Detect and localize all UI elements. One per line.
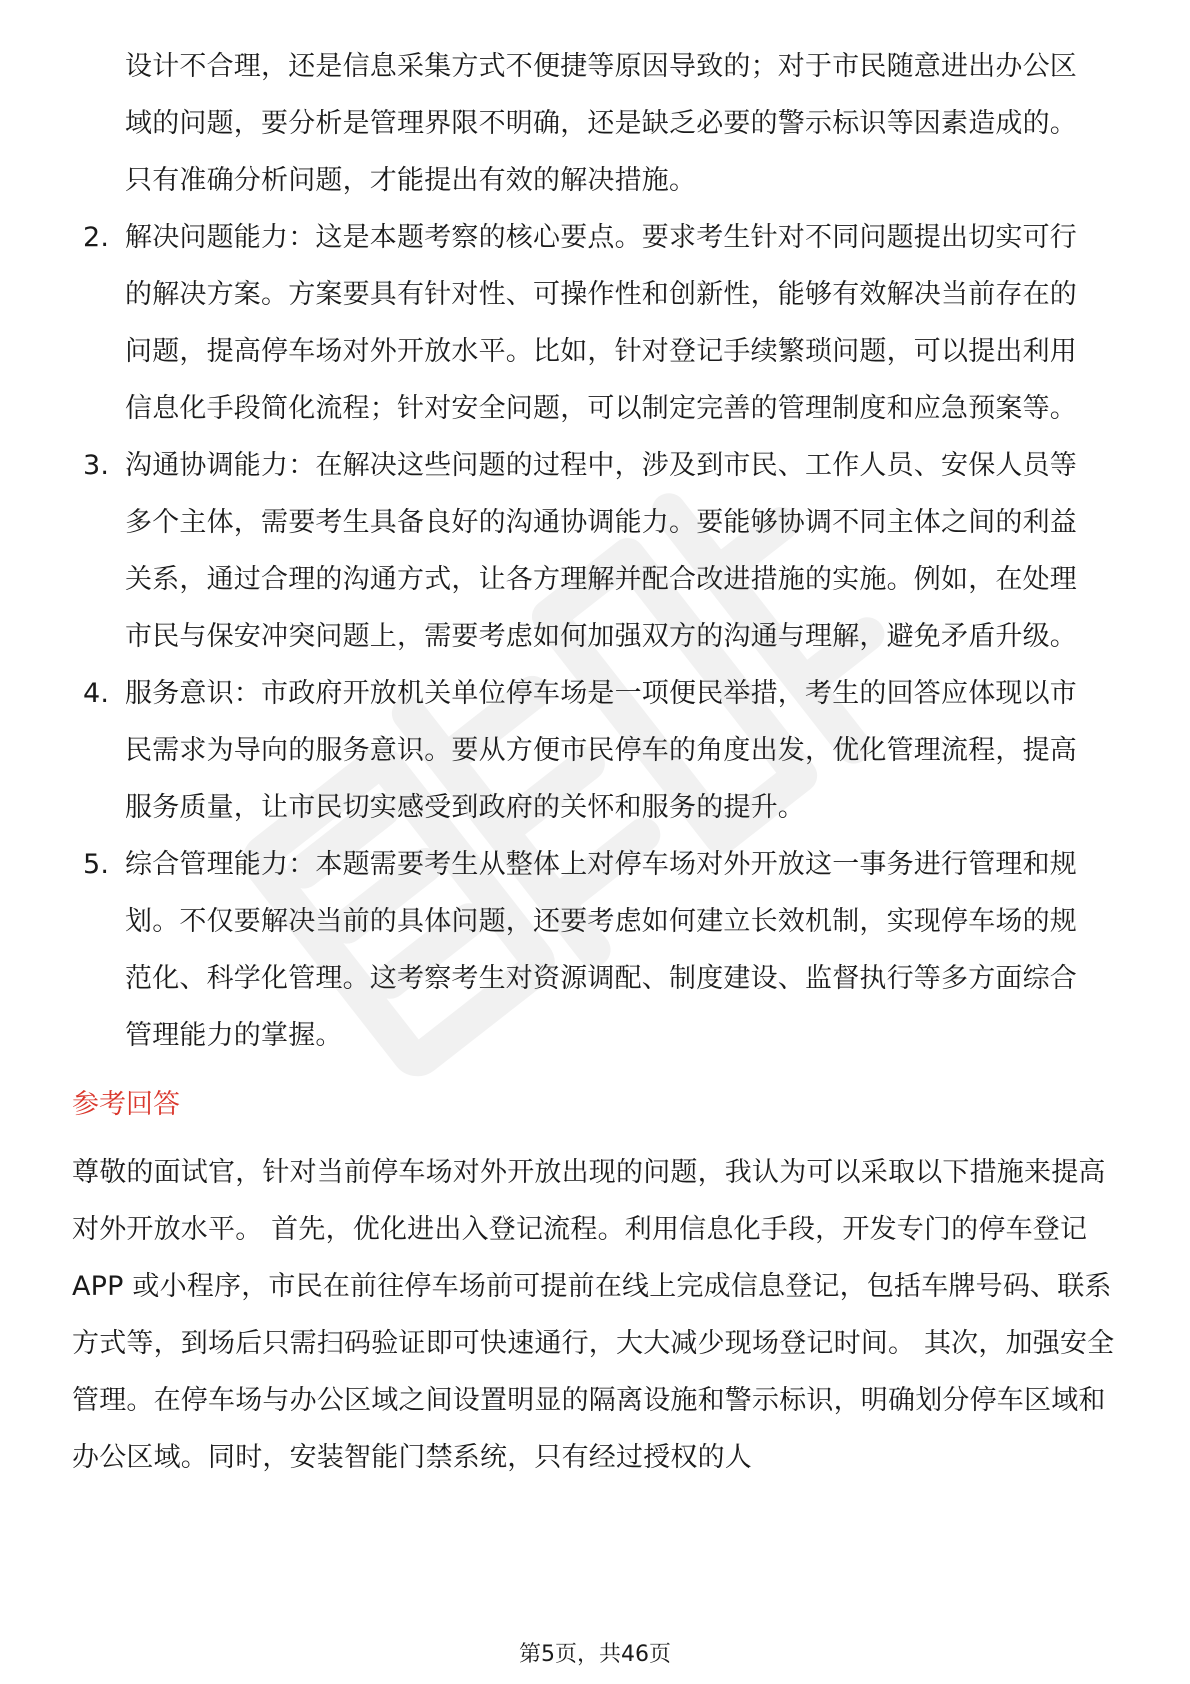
list-item-number: 3. bbox=[83, 450, 110, 481]
intro-continuation-paragraph: 设计不合理，还是信息采集方式不便捷等原因导致的；对于市民随意进出办公区域的问题，要分析是管理界限不明确，还是缺乏必要的警示标识等因素造成的。只有准确分析问题，才能提出有效的解决措施。 bbox=[125, 51, 1077, 196]
page-footer: 第5页，共46页 bbox=[519, 1642, 671, 1667]
document-body bbox=[0, 38, 1190, 1486]
list-item bbox=[0, 836, 1190, 1064]
answer-paragraph: 尊敬的面试官，针对当前停车场对外开放出现的问题，我认为可以采取以下措施来提高对外开放水平。 首先，优化进出入登记流程。利用信息化手段，开发专门的停车登记 APP 或小程序，市民在前往停车场前可提前在线上完成信息登记，包括车牌号码、联系方式等，到场后只需扫码验证即可快速通行，大大减少现场登记时间。 其次，加强安全管理。在停车场与办公区域之间设置明显的隔离设施和警示标识，明确划分停车区域和办公区域。同时，安装智能门禁系统，只有经过授权的人 bbox=[72, 1157, 1115, 1473]
list-item bbox=[0, 665, 1190, 836]
list-item bbox=[0, 209, 1190, 437]
list-item-text: 解决问题能力：这是本题考察的核心要点。要求考生针对不同问题提出切实可行的解决方案。方案要具有针对性、可操作性和创新性，能够有效解决当前存在的问题，提高停车场对外开放水平。比如，针对登记手续繁琐问题，可以提出利用信息化手段简化流程；针对安全问题，可以制定完善的管理制度和应急预案等。 bbox=[125, 222, 1077, 424]
list-item-number: 5. bbox=[83, 849, 110, 880]
numbered-list bbox=[0, 209, 1190, 1064]
list-item bbox=[0, 437, 1190, 665]
list-item-text: 服务意识：市政府开放机关单位停车场是一项便民举措，考生的回答应体现以市民需求为导向的服务意识。要从方便市民停车的角度出发，优化管理流程，提高服务质量，让市民切实感受到政府的关怀和服务的提升。 bbox=[125, 678, 1077, 823]
list-item-text: 沟通协调能力：在解决这些问题的过程中，涉及到市民、工作人员、安保人员等多个主体，需要考生具备良好的沟通协调能力。要能够协调不同主体之间的利益关系，通过合理的沟通方式，让各方理解并配合改进措施的实施。例如，在处理市民与保安冲突问题上，需要考虑如何加强双方的沟通与理解，避免矛盾升级。 bbox=[125, 450, 1077, 652]
list-item-number: 4. bbox=[83, 678, 110, 709]
section-title: 参考回答 bbox=[72, 1089, 180, 1120]
list-item-number: 2. bbox=[83, 222, 110, 253]
list-item-text: 综合管理能力：本题需要考生从整体上对停车场对外开放这一事务进行管理和规划。不仅要解决当前的具体问题，还要考虑如何建立长效机制，实现停车场的规范化、科学化管理。这考察考生对资源调配、制度建设、监督执行等多方面综合管理能力的掌握。 bbox=[125, 849, 1077, 1051]
